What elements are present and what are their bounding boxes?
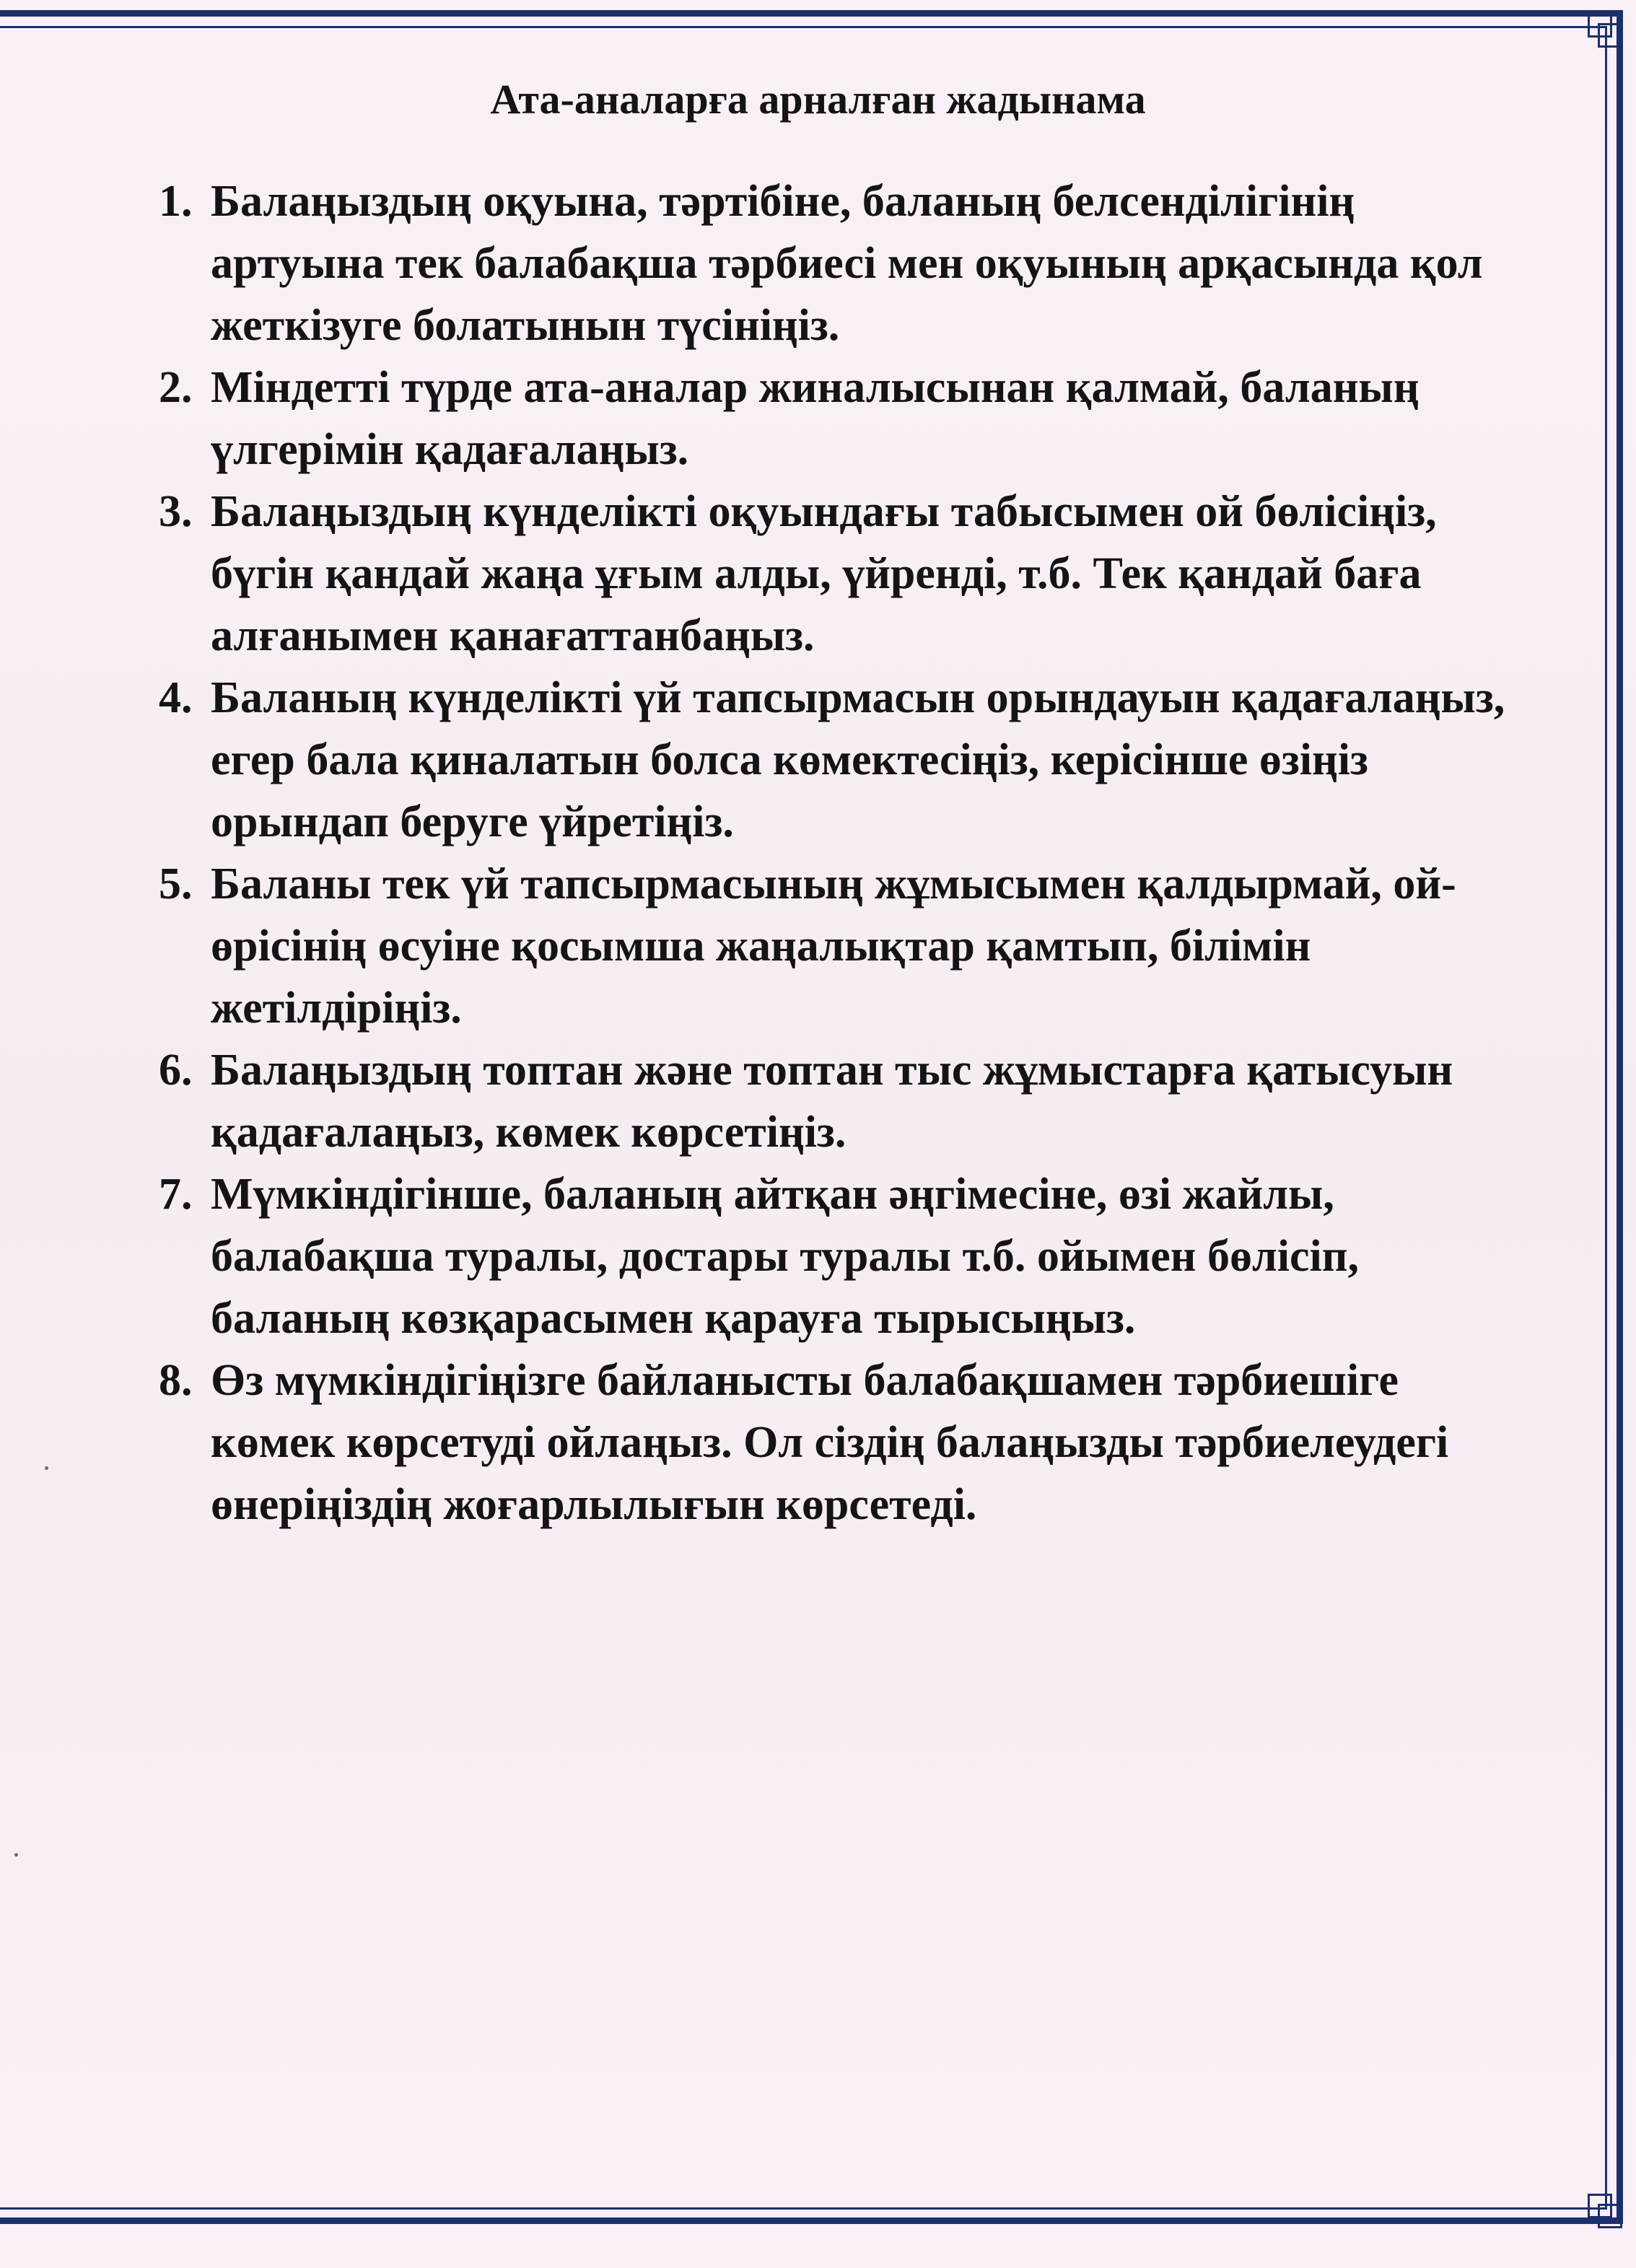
memo-item-text: Балаңыздың оқуына, тәртібіне, баланың белсенділігінің артуына тек балабақша тәрбиесі мен оқуының арқасында қол жеткізуге болатынын түсініңіз. <box>211 177 1483 350</box>
memo-item <box>159 481 1515 667</box>
memo-item-number: 8. <box>159 1356 193 1405</box>
memo-item-text: Балаңыздың топтан және топтан тыс жұмыстарға қатысуын қадағалаңыз, көмек көрсетіңіз. <box>211 1046 1453 1157</box>
memo-item-number: 4. <box>159 673 193 722</box>
memo-item <box>159 356 1515 481</box>
memo-item <box>159 1349 1515 1536</box>
memo-item-text: Мүмкіндігінше, баланың айтқан әңгімесіне, өзі жайлы, балабақша туралы, достары туралы т.б. ойымен бөлісіп, баланың көзқарасымен қарауға тырысыңыз. <box>211 1170 1359 1343</box>
memo-item-text: Өз мүмкіндігіңізге байланысты балабақшамен тәрбиешіге көмек көрсетуді ойлаңыз. Ол сіздің балаңызды тәрбиелеудегі өнеріңіздің жоғарлылығын көрсетеді. <box>211 1356 1449 1529</box>
memo-list <box>159 170 1515 1536</box>
corner-ornament-bottom-right <box>1588 2194 1625 2231</box>
memo-item-text: Баланы тек үй тапсырмасының жұмысымен қалдырмай, ой-өрісінің өсуіне қосымша жаңалықтар қамтып, білімін жетілдіріңіз. <box>211 859 1456 1033</box>
memo-item <box>159 170 1515 356</box>
scan-speck <box>45 1466 48 1470</box>
memo-item-number: 5. <box>159 859 193 908</box>
memo-item-number: 7. <box>159 1170 193 1219</box>
document-title: Ата-аналарға арналған жадынама <box>490 76 1146 123</box>
memo-item-number: 2. <box>159 363 193 412</box>
memo-item-number: 3. <box>159 487 193 536</box>
memo-item-text: Балаңыздың күнделікті оқуындағы табысымен ой бөлісіңіз, бүгін қандай жаңа ұғым алды, үйренді, т.б. Тек қандай баға алғанымен қанағаттанбаңыз. <box>211 487 1437 660</box>
memo-item-number: 6. <box>159 1046 193 1095</box>
memo-item <box>159 853 1515 1039</box>
memo-item-number: 1. <box>159 177 193 226</box>
memo-item-text: Баланың күнделікті үй тапсырмасын орындауын қадағалаңыз, егер бала қиналатын болса көмектесіңіз, керісінше өзіңіз орындап беруге үйретіңіз. <box>211 673 1505 846</box>
memo-item-text: Міндетті түрде ата-аналар жиналысынан қалмай, баланың үлгерімін қадағалаңыз. <box>211 363 1420 474</box>
corner-ornament-top-right <box>1588 13 1625 51</box>
memo-item <box>159 1163 1515 1349</box>
memo-item <box>159 1039 1515 1163</box>
memo-item <box>159 667 1515 853</box>
scan-speck <box>14 1853 18 1857</box>
